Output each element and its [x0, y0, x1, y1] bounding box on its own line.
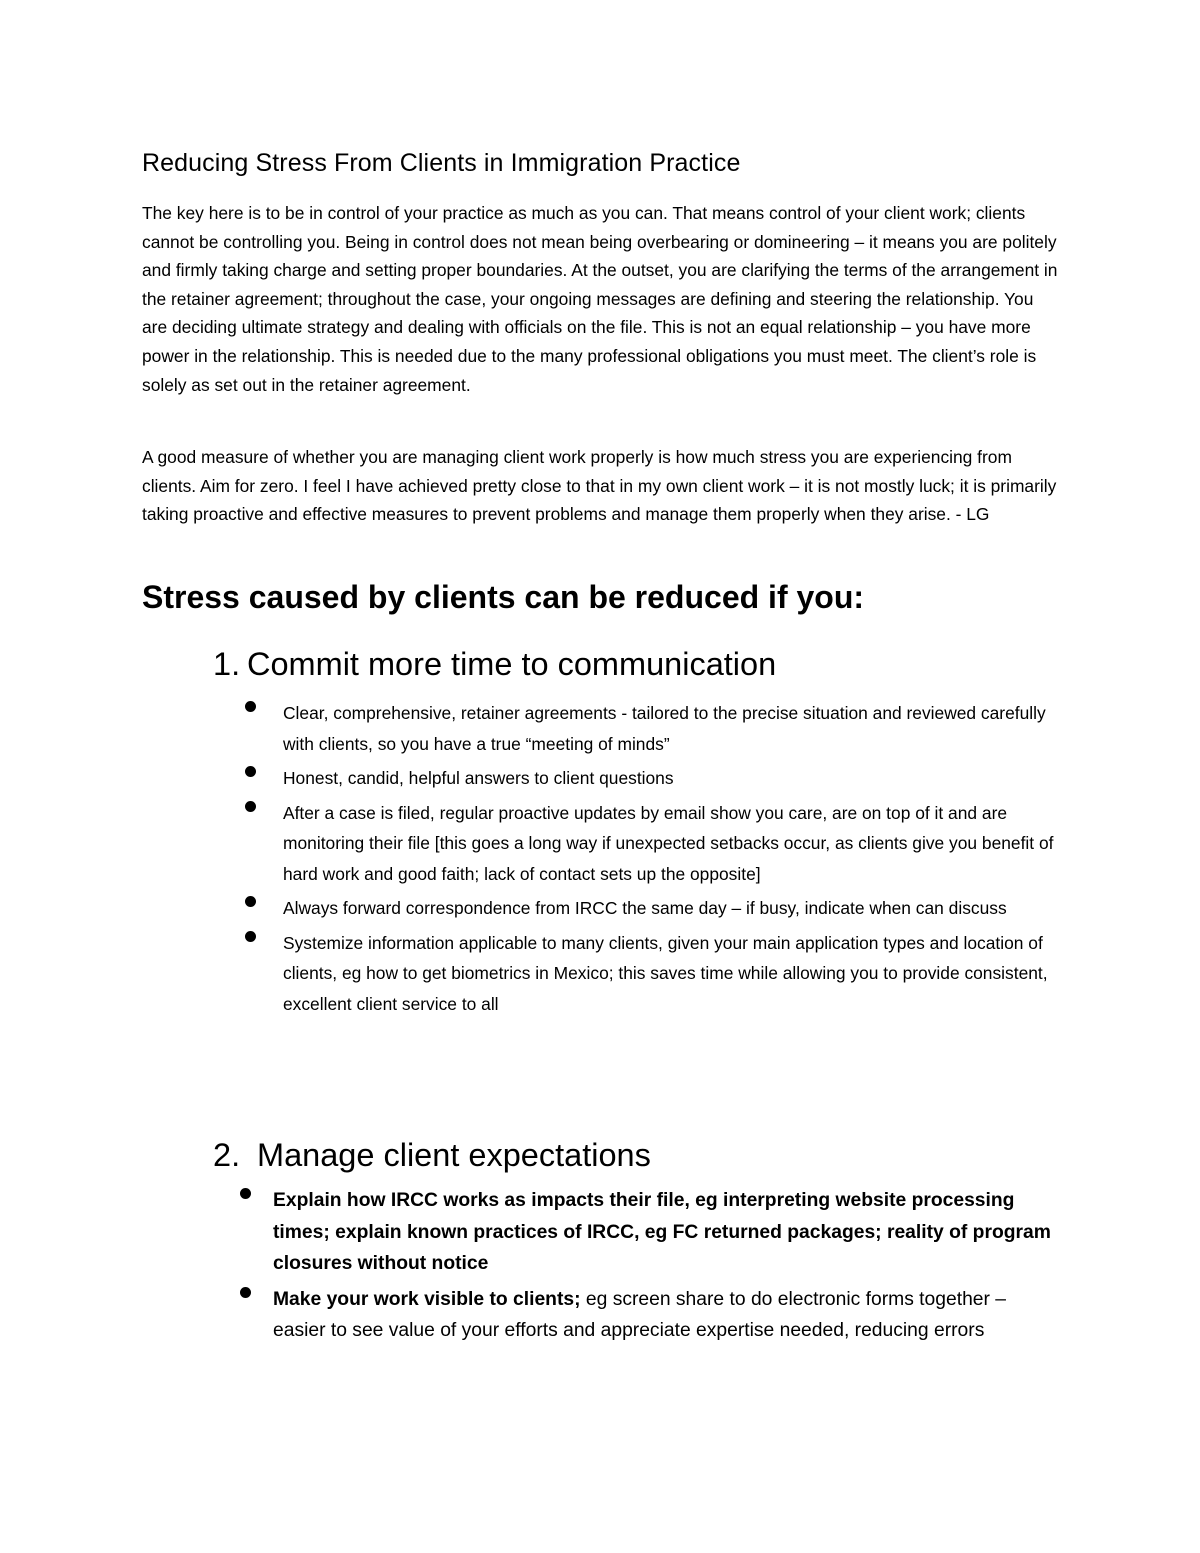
- numbered-heading-expectations: [213, 1134, 651, 1176]
- list-item: [283, 763, 1063, 794]
- list-item-text: Always forward correspondence from IRCC the same day – if busy, indicate when can discuss: [283, 898, 1007, 918]
- heading-text: Manage client expectations: [257, 1137, 651, 1173]
- heading-number: 2.: [213, 1137, 241, 1173]
- bullet-icon: [245, 701, 256, 712]
- list-item-text: After a case is filed, regular proactive updates by email show you care, are on top of it and are monitoring their file [this goes a long way if unexpected setbacks occur, as clients give you benefit of hard work and good faith; lack of contact sets up the opposite]: [283, 802, 1054, 884]
- section-heading: Stress caused by clients can be reduced if you:: [142, 579, 865, 615]
- list-item: [273, 1185, 1063, 1280]
- list-item-text: Systemize information applicable to many clients, given your main application types and location of clients, eg how to get biometrics in Mexico; this saves time while allowing you to provide consistent, excellent client service to all: [283, 932, 1048, 1014]
- bullet-icon: [240, 1188, 251, 1199]
- list-item: [283, 698, 1063, 759]
- list-item-text: Clear, comprehensive, retainer agreements - tailored to the precise situation and reviewed carefully with clients, so you have a true “meeting of minds”: [283, 703, 1046, 754]
- bullet-icon: [240, 1287, 251, 1298]
- document-title: Reducing Stress From Clients in Immigration Practice: [142, 149, 741, 177]
- numbered-heading-communication: [213, 643, 776, 685]
- communication-list: [283, 698, 1063, 1023]
- intro-paragraph: The key here is to be in control of your practice as much as you can. That means control of your client work; clients cannot be controlling you. Being in control does not mean being overbearing or domineering – it means you are politely and firmly taking charge and setting proper boundaries. At the outset, you are clarifying the terms of the arrangement in the retainer agreement; throughout the case, your ongoing messages are defining and steering the relationship. You are deciding ultimate strategy and dealing with officials on the file. This is not an equal relationship – you have more power in the relationship. This is needed due to the many professional obligations you must meet. The client’s role is solely as set out in the retainer agreement.: [142, 203, 1058, 395]
- list-item: [283, 893, 1063, 924]
- heading-number: 1.: [213, 646, 241, 682]
- bullet-icon: [245, 931, 256, 942]
- list-item: [283, 928, 1063, 1020]
- bullet-icon: [245, 896, 256, 907]
- measure-paragraph: A good measure of whether you are managing client work properly is how much stress you are experiencing from clients. Aim for zero. I feel I have achieved pretty close to that in my own client work – it is not mostly luck; it is primarily taking proactive and effective measures to prevent problems and manage them properly when they arise. - LG: [142, 447, 1057, 525]
- heading-text: Commit more time to communication: [247, 646, 777, 682]
- bullet-icon: [245, 801, 256, 812]
- list-item-bold-text: Explain how IRCC works as impacts their file, eg interpreting website processing times; explain known practices of IRCC, eg FC returned packages; reality of program closures without notice: [273, 1190, 1051, 1274]
- expectations-list: [273, 1185, 1063, 1351]
- list-item-bold-text: Make your work visible to clients;: [273, 1288, 581, 1310]
- bullet-icon: [245, 766, 256, 777]
- list-item-text: Honest, candid, helpful answers to client questions: [283, 768, 674, 788]
- list-item: [273, 1284, 1063, 1347]
- list-item: [283, 798, 1063, 890]
- list-item-text: eg screen share to do electronic forms together – easier to see value of your efforts and appreciate expertise needed, reducing errors: [273, 1288, 1007, 1341]
